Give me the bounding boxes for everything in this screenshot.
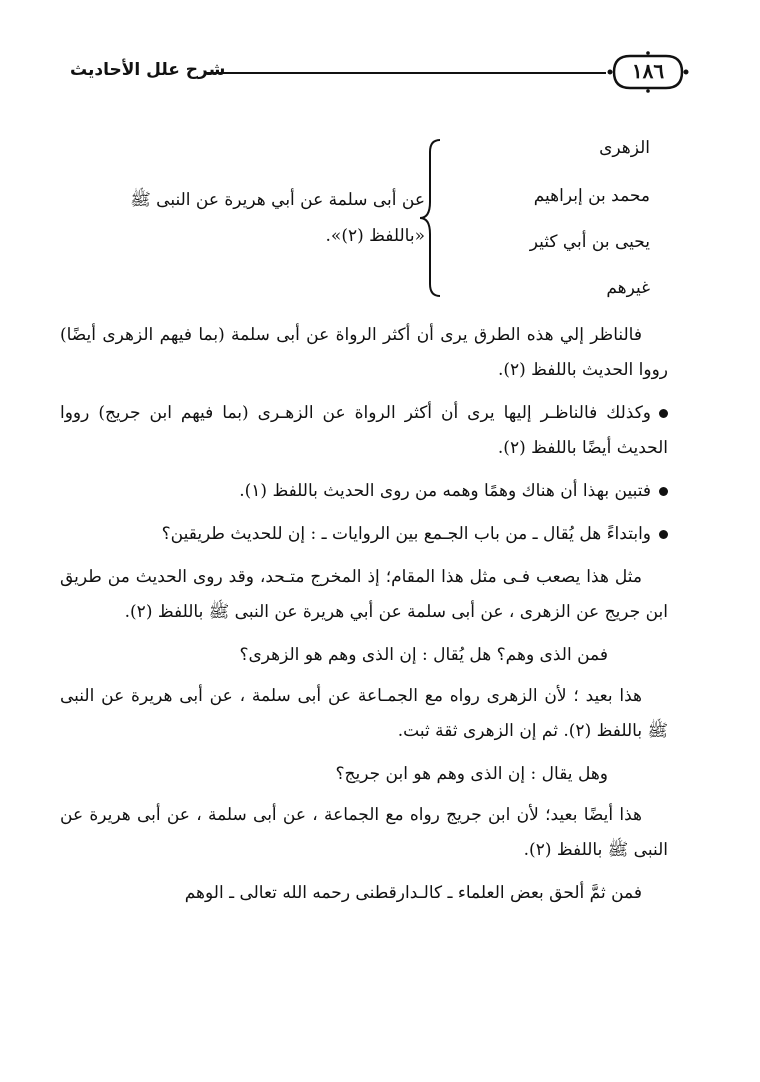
book-title: شرح علل الأحاديث <box>70 60 226 80</box>
narrator-1: الزهرى <box>599 138 650 158</box>
paragraph: مثل هذا يصعب فـى مثل هذا المقام؛ إذ المخرج متـحد، وقد روى الحديث من طريق ابن جريج عن الزهرى ، عن أبى سلمة عن أبي هريرة عن النبى ﷺ باللفظ (٢). <box>60 567 668 622</box>
narrator-3: يحيى بن أبي كثير <box>529 232 650 252</box>
page-header <box>56 44 696 104</box>
bullet-text: وكذلك فالناظـر إليها يرى أن أكثر الرواة عن الزهـرى (بما فيهم ابن جريج) رووا الحديث أيضًا باللفظ (٢). <box>60 403 668 458</box>
body-text <box>60 318 668 919</box>
paragraph: هذا أيضًا بعيد؛ لأن ابن جريج رواه مع الجماعة ، عن أبى سلمة ، عن أبى هريرة عن النبى ﷺ باللفظ (٢). <box>60 805 668 860</box>
narrator-2: محمد بن إبراهيم <box>533 186 650 206</box>
isnad-diagram <box>80 130 680 305</box>
header-rule <box>204 72 606 74</box>
page-number-ornament <box>606 50 690 94</box>
paragraph: فالناظر إلي هذه الطرق يرى أن أكثر الرواة عن أبى سلمة (بما فيهم الزهرى أيضًا) رووا الحديث باللفظ (٢). <box>60 325 668 380</box>
question-paragraph: فمن الذى وهم؟ هل يُقال : إن الذى وهم هو الزهرى؟ <box>239 645 608 665</box>
bullet-paragraph <box>60 517 668 552</box>
bullet-icon <box>659 530 668 539</box>
isnad-chain-text: عن أبى سلمة عن أبي هريرة عن النبى ﷺ «باللفظ (٢)». <box>130 190 425 246</box>
paragraph: هذا بعيد ؛ لأن الزهرى رواه مع الجمـاعة عن أبى سلمة ، عن أبى هريرة عن النبى ﷺ باللفظ (٢). ثم إن الزهرى ثقة ثبت. <box>60 686 668 741</box>
question-paragraph: وهل يقال : إن الذى وهم هو ابن جريج؟ <box>335 764 608 784</box>
narrator-4: غيرهم <box>606 278 650 298</box>
bullet-icon <box>659 487 668 496</box>
bullet-text: فتبين بهذا أن هناك وهمًا وهمه من روى الحديث باللفظ (١). <box>239 481 651 501</box>
page-number: ١٨٦ <box>631 59 665 83</box>
paragraph: فمن ثمَّ ألحق بعض العلماء ـ كالـدارقطنى رحمه الله تعالى ـ الوهم <box>184 883 642 903</box>
bullet-paragraph <box>60 396 668 466</box>
bullet-text: وابتداءً هل يُقال ـ من باب الجـمع بين الروايات ـ : إن للحديث طريقين؟ <box>161 524 651 544</box>
bullet-icon <box>659 409 668 418</box>
bullet-paragraph <box>60 474 668 509</box>
